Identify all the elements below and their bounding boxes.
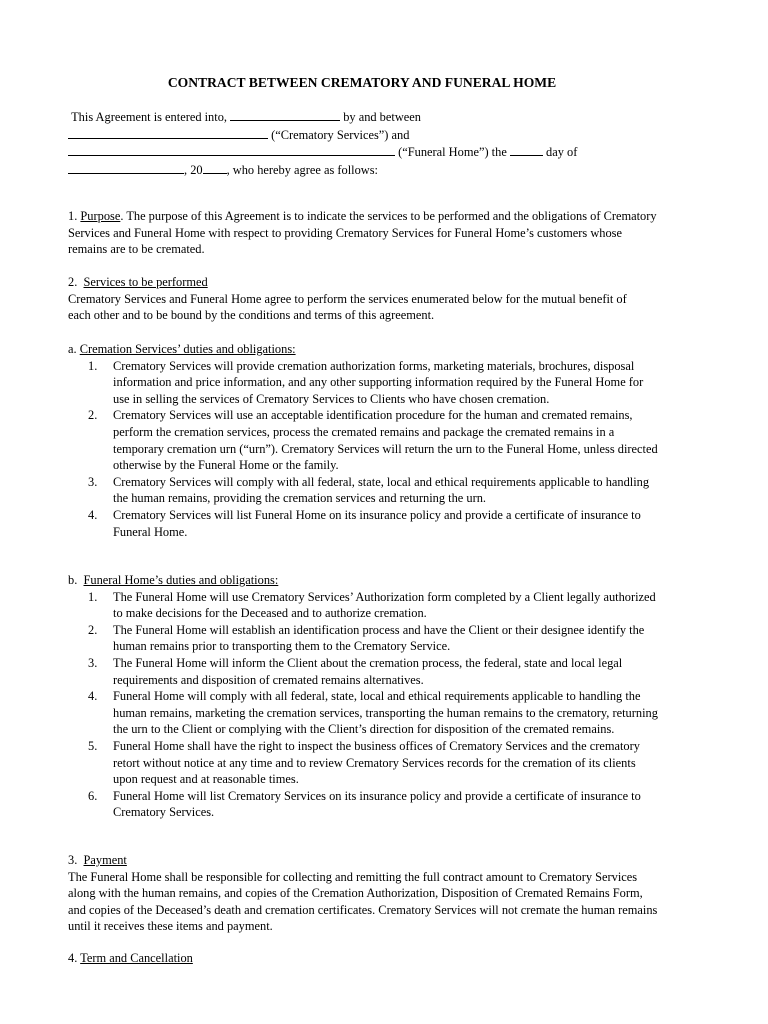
list-item: 3. Crematory Services will comply with all federal, state, local and ethical requirements applicable to handling the human remains, providing the cremation services and returning the urn. <box>88 474 650 506</box>
payment-heading: Payment <box>83 853 127 867</box>
intro-line-2: (“Crematory Services”) and <box>68 126 688 144</box>
funeral-home-duties-list <box>68 589 658 821</box>
intro-block <box>68 108 688 178</box>
list-item: 2. Crematory Services will use an acceptable identification procedure for the human and cremated remains, perform the cremation services, process the cremated remains and package the cremated remains in a temporary cremation urn (“urn”). Crematory Services will return the urn to the Funeral Home, unless directed otherwise by the Funeral Home or the family. <box>88 408 658 473</box>
section-purpose: 1. Purpose. The purpose of this Agreement is to indicate the services to be performed and the obligations of Crematory Services and Funeral Home with respect to providing Crematory Services for Funeral Home’s customers whose remains are to be cremated. <box>68 209 657 257</box>
purpose-heading: Purpose <box>80 209 121 223</box>
list-item: 6. Funeral Home will list Crematory Services on its insurance policy and provide a certificate of insurance to Crematory Services. <box>88 788 641 820</box>
list-item: 5. Funeral Home shall have the right to inspect the business offices of Crematory Services and the crematory retort without notice at any time and to review Crematory Services records for the cremation of its clients upon request and at reasonable times. <box>88 738 640 787</box>
date-blank[interactable] <box>230 108 340 121</box>
day-blank[interactable] <box>510 143 543 156</box>
crematory-duties-list <box>68 358 658 541</box>
section-term: 4. Term and Cancellation <box>68 951 193 965</box>
year-blank[interactable] <box>203 161 227 174</box>
payment-text: The Funeral Home shall be responsible for collecting and remitting the full contract amount to Crematory Services along with the human remains, and copies of the Cremation Authorization, Disposition of Cremated Remains Form, and copies of the Deceased’s death and cremation certificates. Crematory Services will not cremate the human remains until it receives these items and payment. <box>68 869 658 934</box>
services-text: Crematory Services and Funeral Home agree to perform the services enumerated below for the mutual benefit of each other and to be bound by the conditions and terms of this agreement. <box>68 291 627 323</box>
services-heading: Services to be performed <box>83 275 208 289</box>
intro-line-3: (“Funeral Home”) the day of <box>68 143 688 161</box>
funeral-home-duties-heading: Funeral Home’s duties and obligations: <box>83 573 279 587</box>
intro-line-1: This Agreement is entered into, by and between <box>71 110 421 124</box>
crematory-name-blank[interactable] <box>68 126 268 139</box>
list-item: 1. Crematory Services will provide cremation authorization forms, marketing materials, brochures, disposal information and price information, and any other supporting information required by the Funeral Home for use in selling the services of Crematory Services to Clients who have chosen cremation. <box>88 358 644 406</box>
document-title: CONTRACT BETWEEN CREMATORY AND FUNERAL HOME <box>167 75 557 90</box>
list-item: 1. The Funeral Home will use Crematory Services’ Authorization form completed by a Client legally authorized to make decisions for the Deceased and to authorize cremation. <box>88 589 656 621</box>
list-item: 4. Crematory Services will list Funeral Home on its insurance policy and provide a certificate of insurance to Funeral Home. <box>88 507 641 539</box>
purpose-text: . The purpose of this Agreement is to indicate the services to be performed and the obligations of Crematory Services and Funeral Home with respect to providing Crematory Services for Funeral Home’s customers whose remains are to be cremated. <box>68 209 657 257</box>
section-crematory-duties: a. Cremation Services’ duties and obligations: 1. Crematory Services will provide cremation authorization forms, marketing materials, brochures, disposal information and price information, and any other supporting information required by the Funeral Home for use in selling the services of Crematory Services to Clients who have chosen cremation. 2. Crematory Services will use an acceptable identification procedure for the human and cremated remains, perform the cremation services, process the cremated remains and package the cremated remains in a temporary cremation urn (“urn”). Crematory Services will return the urn to the Funeral Home, unless directed otherwise by the Funeral Home or the family. 3. Crematory Services will comply with all federal, state, local and ethical requirements applicable to handling the human remains, providing the cremation services and returning the urn. 4. Crematory Services will list Funeral Home on its insurance policy and provide a certificate of insurance to Funeral Home. <box>68 342 658 539</box>
section-funeral-home-duties: b. Funeral Home’s duties and obligations: 1. The Funeral Home will use Crematory Services’ Authorization form completed by a Client legally authorized to make decisions for the Deceased and to authorize cremation. 2. The Funeral Home will establish an identification process and have the Client or their designee identify the human remains prior to transporting them to the Crematory Service. 3. The Funeral Home will inform the Client about the cremation process, the federal, state and local legal requirements and disposition of cremated remains alternatives. 4. Funeral Home will comply with all federal, state, local and ethical requirements applicable to handling the human remains, marketing the cremation services, transporting the human remains to the crematory, returning the urn to the Client or complying with the Client’s direction for disposition of the cremated remains. 5. Funeral Home shall have the right to inspect the business offices of Crematory Services and the crematory retort without notice at any time and to review Crematory Services records for the cremation of its clients upon request and at reasonable times. 6. Funeral Home will list Crematory Services on its insurance policy and provide a certificate of insurance to Crematory Services. <box>68 573 658 820</box>
funeral-home-name-blank[interactable] <box>68 143 395 156</box>
term-heading: Term and Cancellation <box>80 951 193 965</box>
section-payment: 3. Payment The Funeral Home shall be responsible for collecting and remitting the full contract amount to Crematory Services along with the human remains, and copies of the Cremation Authorization, Disposition of Cremated Remains Form, and copies of the Deceased’s death and cremation certificates. Crematory Services will not cremate the human remains until it receives these items and payment. <box>68 853 658 934</box>
section-services: 2. Services to be performed Crematory Services and Funeral Home agree to perform the services enumerated below for the mutual benefit of each other and to be bound by the conditions and terms of this agreement. <box>68 274 648 324</box>
list-item: 3. The Funeral Home will inform the Client about the cremation process, the federal, state and local legal requirements and disposition of cremated remains alternatives. <box>88 655 623 687</box>
list-item: 2. The Funeral Home will establish an identification process and have the Client or their designee identify the human remains prior to transporting them to the Crematory Service. <box>88 622 645 654</box>
intro-line-4: , 20 , who hereby agree as follows: <box>68 161 688 179</box>
list-item: 4. Funeral Home will comply with all federal, state, local and ethical requirements applicable to handling the human remains, marketing the cremation services, transporting the human remains to the crematory, returning the urn to the Client or complying with the Client’s direction for disposition of the cremated remains. <box>88 689 658 737</box>
crematory-duties-heading: Cremation Services’ duties and obligations: <box>79 342 296 356</box>
month-blank[interactable] <box>68 161 184 174</box>
